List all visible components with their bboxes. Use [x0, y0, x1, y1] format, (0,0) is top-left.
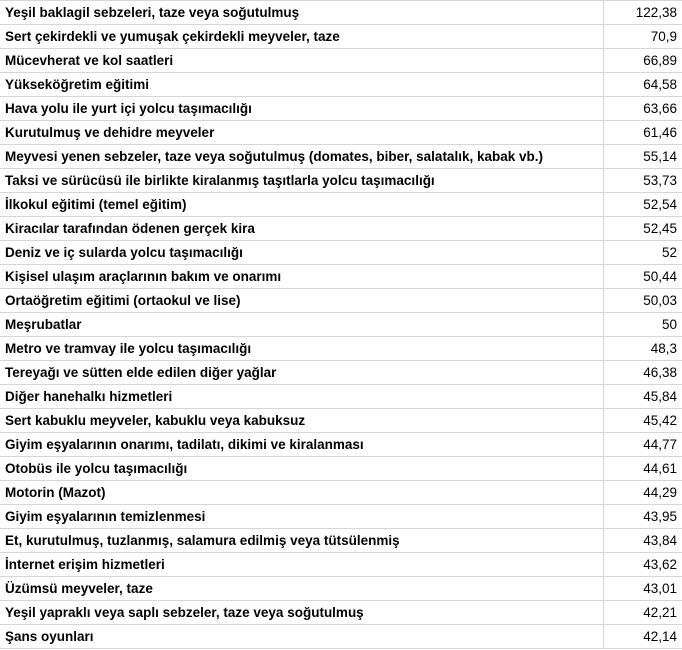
value-cell[interactable]: 63,66	[603, 97, 682, 120]
table-row	[0, 169, 682, 193]
table-row	[0, 409, 682, 433]
table-row	[0, 97, 682, 121]
value-cell[interactable]: 42,21	[603, 601, 682, 624]
category-cell[interactable]: Meşrubatlar	[5, 317, 82, 332]
value-cell[interactable]: 43,84	[603, 529, 682, 552]
value-cell[interactable]: 44,77	[603, 433, 682, 456]
category-cell[interactable]: Şans oyunları	[5, 629, 94, 644]
table-row	[0, 361, 682, 385]
category-cell[interactable]: Et, kurutulmuş, tuzlanmış, salamura edilmiş veya tütsülenmiş	[5, 533, 400, 548]
value-cell[interactable]: 44,61	[603, 457, 682, 480]
value-cell[interactable]: 43,62	[603, 553, 682, 576]
category-cell[interactable]: Diğer hanehalkı hizmetleri	[5, 389, 173, 404]
value-cell[interactable]: 48,3	[603, 337, 682, 360]
value-cell[interactable]: 122,38	[603, 1, 682, 24]
value-cell[interactable]: 50,44	[603, 265, 682, 288]
category-cell[interactable]: Kiracılar tarafından ödenen gerçek kira	[5, 221, 255, 236]
category-cell[interactable]: Kurutulmuş ve dehidre meyveler	[5, 125, 215, 140]
category-cell[interactable]: Meyvesi yenen sebzeler, taze veya soğutulmuş (domates, biber, salatalık, kabak vb.)	[5, 149, 543, 164]
value-cell[interactable]: 50	[603, 313, 682, 336]
table-row	[0, 457, 682, 481]
category-cell[interactable]: Metro ve tramvay ile yolcu taşımacılığı	[5, 341, 252, 356]
table-row	[0, 241, 682, 265]
category-cell[interactable]: Motorin (Mazot)	[5, 485, 106, 500]
table-row	[0, 25, 682, 49]
category-cell[interactable]: Deniz ve iç sularda yolcu taşımacılığı	[5, 245, 243, 260]
value-cell[interactable]: 42,14	[603, 625, 682, 648]
value-cell[interactable]: 50,03	[603, 289, 682, 312]
category-cell[interactable]: Taksi ve sürücüsü ile birlikte kiralanmış taşıtlarla yolcu taşımacılığı	[5, 173, 435, 188]
table-row	[0, 385, 682, 409]
table-row	[0, 505, 682, 529]
table-row	[0, 1, 682, 25]
table-row	[0, 529, 682, 553]
value-cell[interactable]: 52	[603, 241, 682, 264]
value-cell[interactable]: 53,73	[603, 169, 682, 192]
category-cell[interactable]: Kişisel ulaşım araçlarının bakım ve onarımı	[5, 269, 282, 284]
value-cell[interactable]: 43,01	[603, 577, 682, 600]
category-cell[interactable]: Üzümsü meyveler, taze	[5, 581, 153, 596]
category-cell[interactable]: Yükseköğretim eğitimi	[5, 77, 150, 92]
category-cell[interactable]: Sert çekirdekli ve yumuşak çekirdekli meyveler, taze	[5, 29, 340, 44]
table-row	[0, 145, 682, 169]
category-cell[interactable]: Otobüs ile yolcu taşımacılığı	[5, 461, 188, 476]
category-cell[interactable]: Tereyağı ve sütten elde edilen diğer yağlar	[5, 365, 277, 380]
value-cell[interactable]: 44,29	[603, 481, 682, 504]
table-row	[0, 193, 682, 217]
category-cell[interactable]: Yeşil yapraklı veya saplı sebzeler, taze veya soğutulmuş	[5, 605, 364, 620]
category-cell[interactable]: Ortaöğretim eğitimi (ortaokul ve lise)	[5, 293, 241, 308]
value-cell[interactable]: 45,42	[603, 409, 682, 432]
category-cell[interactable]: Giyim eşyalarının temizlenmesi	[5, 509, 206, 524]
table-row	[0, 265, 682, 289]
category-cell[interactable]: Hava yolu ile yurt içi yolcu taşımacılığı	[5, 101, 252, 116]
category-cell[interactable]: İlkokul eğitimi (temel eğitim)	[5, 197, 187, 212]
table-row	[0, 121, 682, 145]
table-row	[0, 313, 682, 337]
value-cell[interactable]: 45,84	[603, 385, 682, 408]
table-row	[0, 553, 682, 577]
category-cell[interactable]: Mücevherat ve kol saatleri	[5, 53, 174, 68]
table-row	[0, 433, 682, 457]
value-cell[interactable]: 70,9	[603, 25, 682, 48]
table-row	[0, 625, 682, 649]
table-row	[0, 577, 682, 601]
value-cell[interactable]: 64,58	[603, 73, 682, 96]
category-cell[interactable]: Yeşil baklagil sebzeleri, taze veya soğutulmuş	[5, 5, 300, 20]
value-cell[interactable]: 43,95	[603, 505, 682, 528]
value-cell[interactable]: 61,46	[603, 121, 682, 144]
value-cell[interactable]: 66,89	[603, 49, 682, 72]
value-cell[interactable]: 52,45	[603, 217, 682, 240]
value-cell[interactable]: 52,54	[603, 193, 682, 216]
category-cell[interactable]: Giyim eşyalarının onarımı, tadilatı, dikimi ve kiralanması	[5, 437, 364, 452]
category-cell[interactable]: Sert kabuklu meyveler, kabuklu veya kabuksuz	[5, 413, 306, 428]
table-row	[0, 337, 682, 361]
value-cell[interactable]: 46,38	[603, 361, 682, 384]
table-row	[0, 601, 682, 625]
table-row	[0, 481, 682, 505]
table-row	[0, 289, 682, 313]
value-cell[interactable]: 55,14	[603, 145, 682, 168]
table-row	[0, 49, 682, 73]
category-cell[interactable]: İnternet erişim hizmetleri	[5, 557, 165, 572]
table-row	[0, 217, 682, 241]
table-row	[0, 73, 682, 97]
